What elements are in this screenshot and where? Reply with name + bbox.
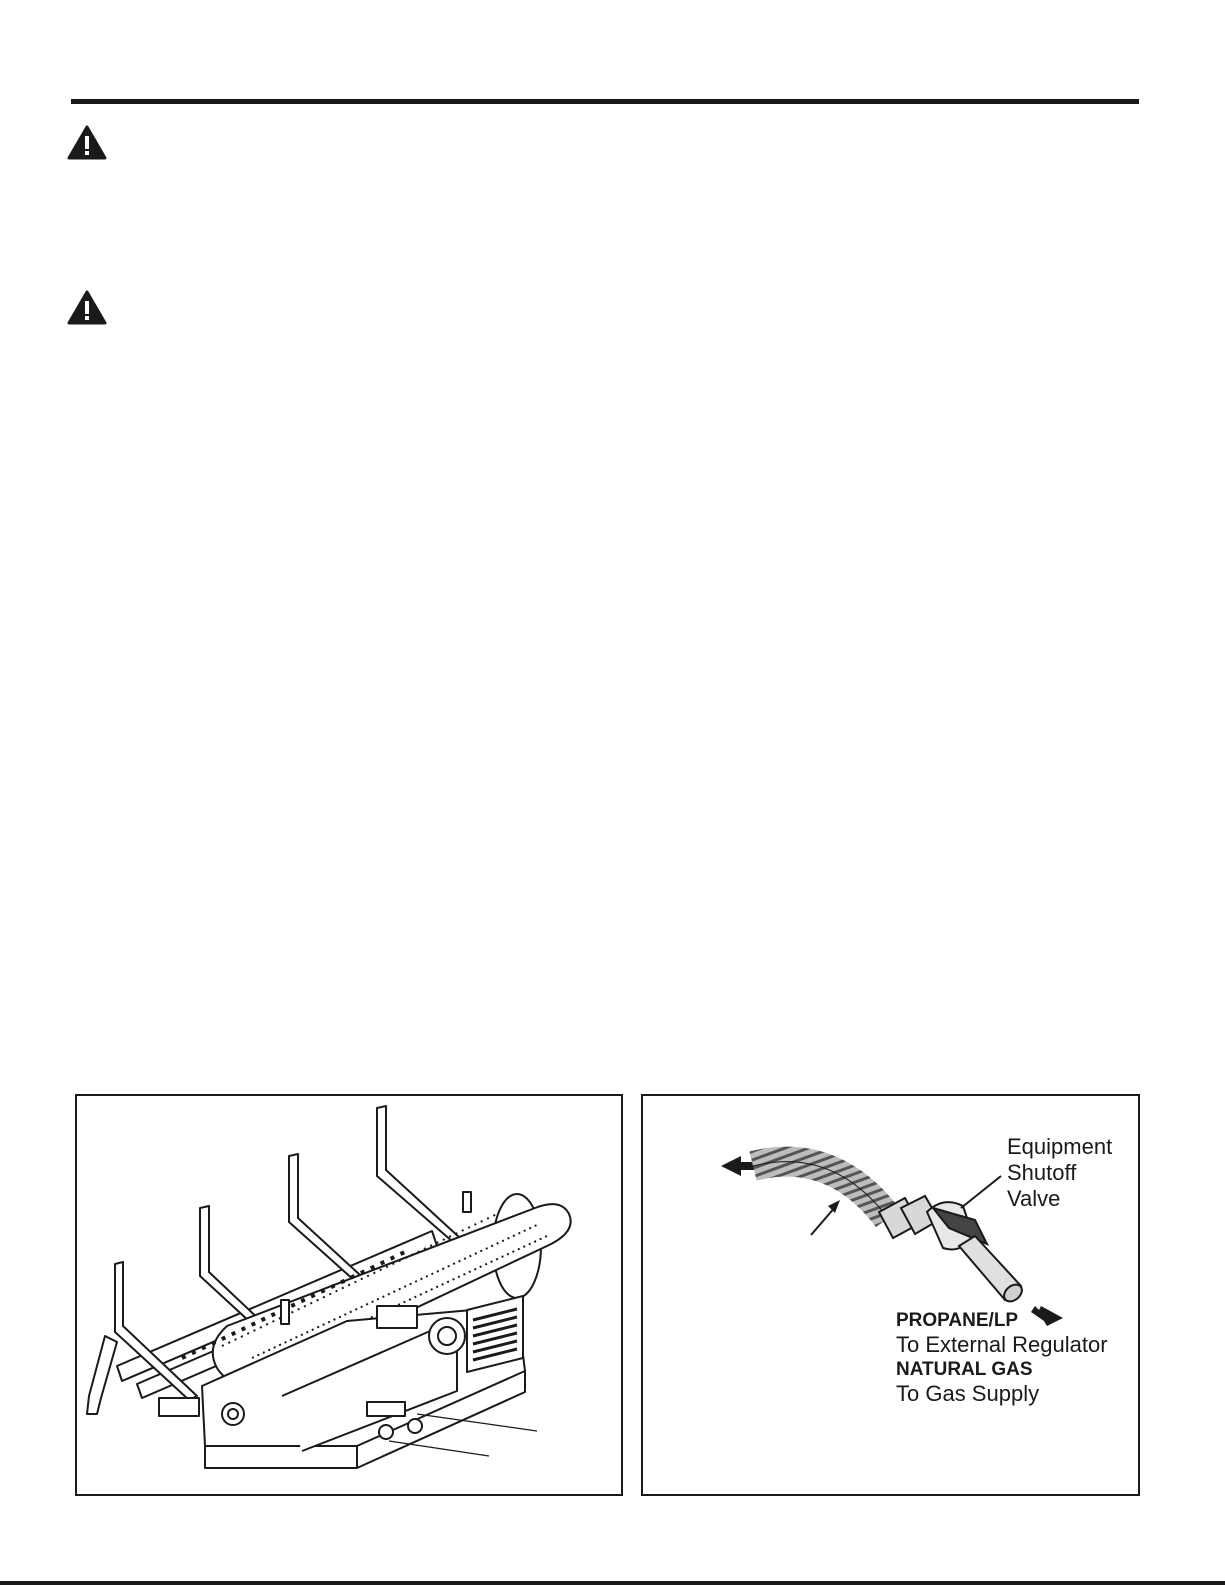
valve-label-line-1: Equipment: [1007, 1134, 1113, 1159]
burner-assembly-figure: [75, 1094, 623, 1496]
natural-gas-title: NATURAL GAS: [896, 1359, 1033, 1380]
burner-assembly-drawing: [77, 1096, 623, 1496]
header-rule: [71, 99, 1139, 104]
warning-triangle-icon: [67, 125, 107, 161]
valve-label-line-3: Valve: [1007, 1186, 1061, 1211]
valve-label: [1007, 1134, 1112, 1212]
valve-label-line-2: Shutoff: [1007, 1160, 1077, 1185]
gas-connection-figure: [641, 1094, 1140, 1496]
warning-triangle-icon: [67, 290, 107, 326]
propane-title: PROPANE/LP: [896, 1310, 1019, 1331]
natural-gas-subtitle: To Gas Supply: [896, 1381, 1040, 1406]
flow-arrow-right-icon: [1031, 1306, 1063, 1326]
footer-rule: [0, 1581, 1225, 1585]
propane-subtitle: To External Regulator: [896, 1332, 1108, 1357]
